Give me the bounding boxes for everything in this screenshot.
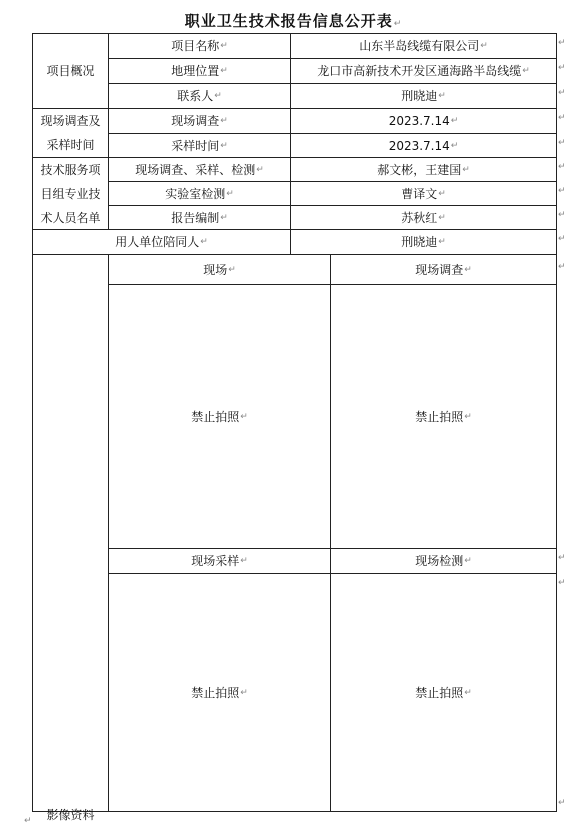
document-end-mark: ↵ xyxy=(24,816,32,826)
row-end-mark: ↵ xyxy=(558,798,566,808)
row-end-mark: ↵ xyxy=(558,262,566,272)
survey-label: 现场调查 ↵ xyxy=(171,114,228,128)
staff-label-line-3: 术人员名单 xyxy=(40,210,101,225)
row-end-mark: ↵ xyxy=(558,38,566,48)
row-end-mark: ↵ xyxy=(558,162,566,172)
row-end-mark: ↵ xyxy=(558,578,566,588)
row-end-mark: ↵ xyxy=(558,138,566,148)
escort-value: 刑晓迪 ↵ xyxy=(401,235,446,249)
project-name-value: 山东半岛线缆有限公司 ↵ xyxy=(359,39,488,53)
row-end-mark: ↵ xyxy=(558,553,566,563)
location-value: 龙口市高新技术开发区通海路半岛线缆 ↵ xyxy=(317,64,530,78)
image-cell-3-placeholder: 禁止拍照 ↵ xyxy=(191,685,248,700)
staff-label-line-2: 目组专业技 xyxy=(40,186,101,201)
staff-name-2: 曹译文 ↵ xyxy=(401,186,446,201)
image-cell-2-placeholder: 禁止拍照 ↵ xyxy=(415,409,472,424)
project-name-label: 项目名称 ↵ xyxy=(171,39,228,53)
table-border-bottom xyxy=(32,811,556,812)
survey-value: 2023.7.14 ↵ xyxy=(388,114,459,128)
image-cell-1-placeholder: 禁止拍照 ↵ xyxy=(191,409,248,424)
staff-name-3: 苏秋红 ↵ xyxy=(401,210,446,225)
escort-label: 用人单位陪同人 ↵ xyxy=(115,235,208,249)
images-section-label: 影像资料 xyxy=(46,808,95,822)
image-cell-4-placeholder: 禁止拍照 ↵ xyxy=(415,685,472,700)
staff-role-3: 报告编制 ↵ xyxy=(171,210,228,225)
contact-value: 刑晓迪 ↵ xyxy=(401,89,446,103)
staff-role-1: 现场调查、采样、检测 ↵ xyxy=(135,162,264,177)
row-end-mark: ↵ xyxy=(558,88,566,98)
contact-label: 联系人 ↵ xyxy=(177,89,222,103)
survey-time-label-line-1: 现场调查及 xyxy=(40,114,101,128)
staff-label-line-1: 技术服务项 xyxy=(40,162,101,177)
image-cell-4-title: 现场检测 ↵ xyxy=(415,554,472,568)
sampling-label: 采样时间 ↵ xyxy=(171,138,228,153)
image-cell-2-title: 现场调查 ↵ xyxy=(415,262,472,277)
image-cell-3-title: 现场采样 ↵ xyxy=(191,554,248,568)
page-title: 职业卫生技术报告信息公开表↵ xyxy=(184,12,403,30)
overview-label: 项目概况 xyxy=(46,64,95,78)
staff-label xyxy=(33,158,108,229)
row-end-mark: ↵ xyxy=(558,113,566,123)
row-end-mark: ↵ xyxy=(558,186,566,196)
image-cell-1-title: 现场 ↵ xyxy=(203,262,236,277)
row-end-mark: ↵ xyxy=(558,63,566,73)
survey-time-label xyxy=(33,109,108,157)
location-label: 地理位置 ↵ xyxy=(171,64,228,78)
sampling-value: 2023.7.14 ↵ xyxy=(388,138,459,153)
row-end-mark: ↵ xyxy=(558,210,566,220)
staff-name-1: 郝文彬，王建国 ↵ xyxy=(377,162,470,177)
table-border-right xyxy=(556,33,557,812)
survey-time-label-line-2: 采样时间 xyxy=(46,138,95,152)
staff-role-2: 实验室检测 ↵ xyxy=(165,186,234,201)
row-end-mark: ↵ xyxy=(558,234,566,244)
